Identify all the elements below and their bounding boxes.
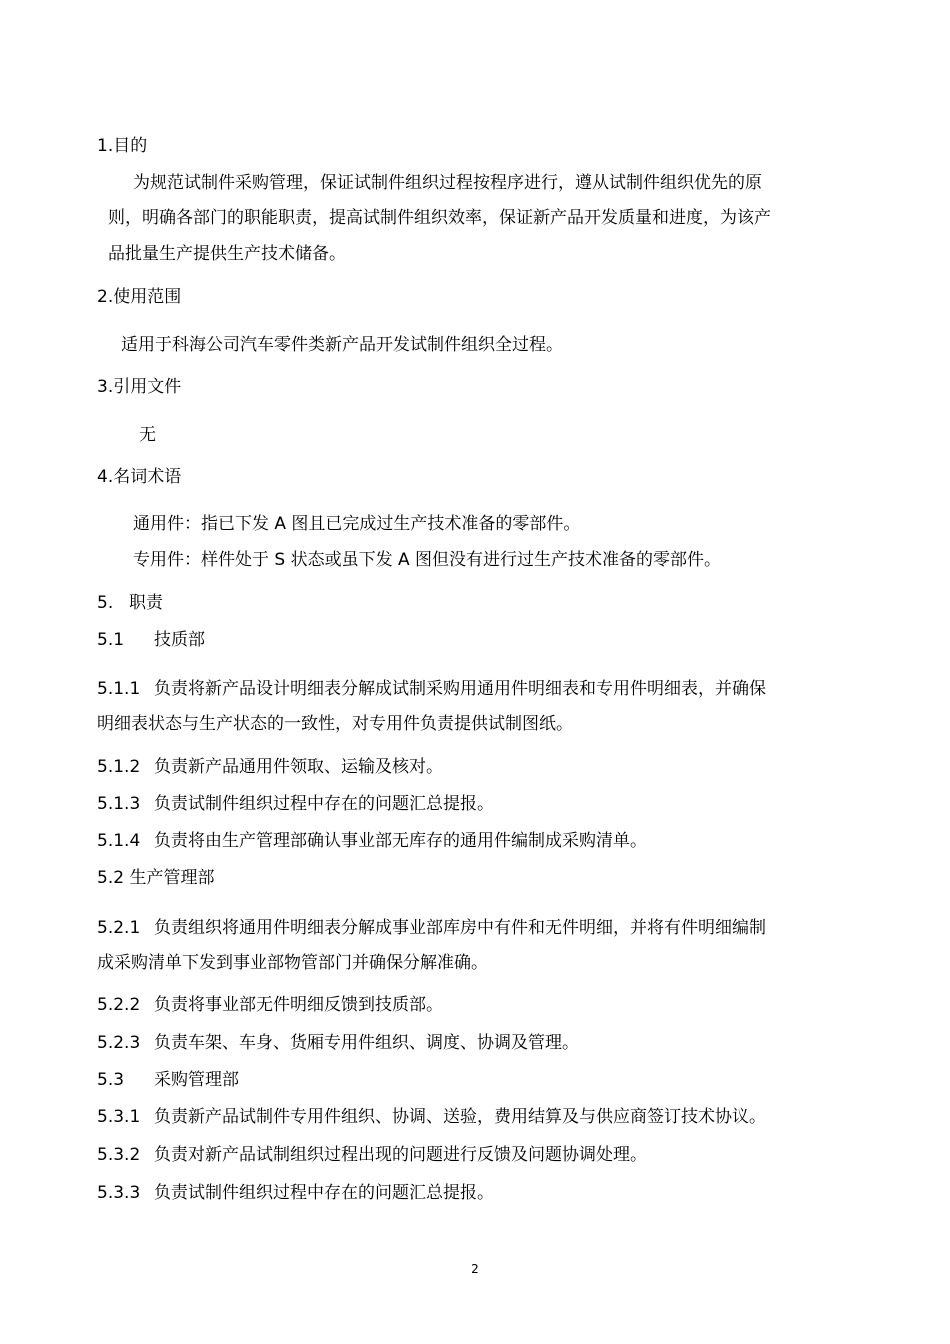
item-text: 负责试制件组织过程中存在的问题汇总提报。 (154, 794, 494, 814)
section-2-heading: 2.使用范围 (97, 287, 182, 307)
item-5-2-2 (97, 993, 443, 1017)
page-number: 2 (471, 1262, 479, 1276)
section-1-paragraph-line-3: 品批量生产提供生产技术储备。 (108, 244, 346, 264)
section-5-number: 5. (97, 593, 114, 613)
item-5-3-3 (97, 1181, 494, 1205)
section-2-text: 适用于科海公司汽车零件类新产品开发试制件组织全过程。 (121, 335, 563, 355)
item-text: 负责组织将通用件明细表分解成事业部库房中有件和无件明细，并将有件明细编制 (154, 918, 766, 938)
item-5-1-2 (97, 755, 443, 779)
section-5-1-heading (97, 628, 205, 652)
item-5-3-1 (97, 1105, 766, 1129)
item-5-1-1-line-2: 明细表状态与生产状态的一致性，对专用件负责提供试制图纸。 (97, 714, 573, 734)
item-5-2-1-line-1 (97, 916, 766, 940)
item-text: 负责车架、车身、货厢专用件组织、调度、协调及管理。 (154, 1033, 579, 1053)
section-5-heading (97, 591, 163, 615)
item-text: 负责试制件组织过程中存在的问题汇总提报。 (154, 1183, 494, 1203)
item-5-1-3 (97, 792, 494, 816)
item-text: 负责新产品试制件专用件组织、协调、送验，费用结算及与供应商签订技术协议。 (154, 1107, 766, 1127)
section-4-heading: 4.名词术语 (97, 467, 182, 487)
item-number: 5.1.3 (97, 794, 141, 814)
section-1-heading: 1.目的 (97, 136, 148, 156)
item-5-3-2 (97, 1143, 647, 1167)
item-text: 负责新产品通用件领取、运输及核对。 (154, 757, 443, 777)
section-5-3-heading (97, 1068, 239, 1092)
item-5-1-1-line-1 (97, 677, 766, 701)
item-5-2-3 (97, 1031, 579, 1055)
item-number: 5.1.4 (97, 831, 141, 851)
section-5-title: 职责 (129, 593, 163, 613)
item-number: 5.2.1 (97, 918, 141, 938)
section-5-2-heading: 5.2 生产管理部 (97, 868, 215, 888)
item-number: 5.1.2 (97, 757, 141, 777)
item-number: 5.2.3 (97, 1033, 141, 1053)
section-1-paragraph-line-2: 则，明确各部门的职能职责，提高试制件组织效率，保证新产品开发质量和进度，为该产 (108, 208, 771, 228)
item-text: 负责将新产品设计明细表分解成试制采购用通用件明细表和专用件明细表，并确保 (154, 679, 766, 699)
section-1-paragraph-line-1: 为规范试制件采购管理，保证试制件组织过程按程序进行，遵从试制件组织优先的原 (133, 173, 762, 193)
item-number: 5.2.2 (97, 995, 141, 1015)
item-number: 5.3.1 (97, 1107, 141, 1127)
section-3-text: 无 (139, 425, 156, 445)
item-5-2-1-line-2: 成采购清单下发到事业部物管部门并确保分解准确。 (97, 953, 488, 973)
section-5-1-number: 5.1 (97, 630, 125, 650)
item-number: 5.3.3 (97, 1183, 141, 1203)
section-5-1-title: 技质部 (154, 630, 205, 650)
item-text: 负责将事业部无件明细反馈到技质部。 (154, 995, 443, 1015)
item-text: 负责将由生产管理部确认事业部无库存的通用件编制成采购清单。 (154, 831, 647, 851)
section-3-heading: 3.引用文件 (97, 377, 182, 397)
term-general-part: 通用件：指已下发 A 图且已完成过生产技术准备的零部件。 (133, 514, 581, 534)
item-number: 5.3.2 (97, 1145, 141, 1165)
item-number: 5.1.1 (97, 679, 141, 699)
term-special-part: 专用件：样件处于 S 状态或虽下发 A 图但没有进行过生产技术准备的零部件。 (133, 550, 722, 570)
section-5-3-number: 5.3 (97, 1070, 125, 1090)
item-text: 负责对新产品试制组织过程出现的问题进行反馈及问题协调处理。 (154, 1145, 647, 1165)
item-5-1-4 (97, 829, 647, 853)
section-5-3-title: 采购管理部 (154, 1070, 239, 1090)
